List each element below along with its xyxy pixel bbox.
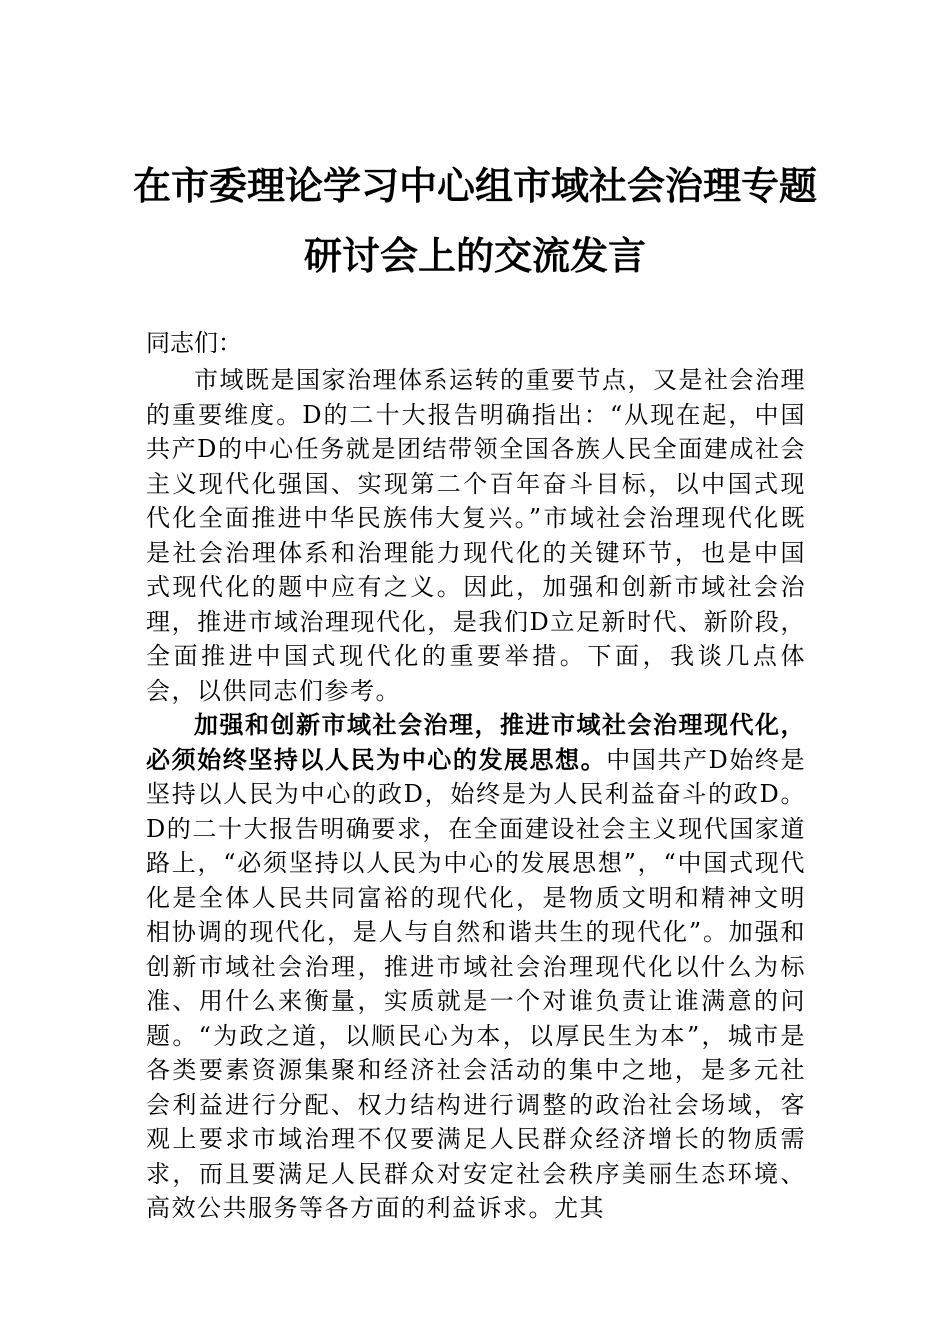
salutation: 同志们：	[146, 329, 242, 357]
paragraph-2-body: 中国共产D始终是坚持以人民为中心的政D，始终是为人民利益奋斗的政D。D的二十大报告明确要求，在全面建设社会主义现代国家道路上，“必须坚持以人民为中心的发展思想”，“中国式现代化是全体人民共同富裕的现代化，是物质文明和精神文明相协调的现代化，是人与自然和谐共生的现代化”。加强和创新市域社会治理，推进市域社会治理现代化以什么为标准、用什么来衡量，实质就是一个对谁负责让谁满意的问题。“为政之道，以顺民心为本，以厚民生为本”，城市是各类要素资源集聚和经济社会活动的集中之地，是多元社会利益进行分配、权力结构进行调整的政治社会场域，客观上要求市域治理不仅要满足人民群众经济增长的物质需求，而且要满足人民群众对安定社会秩序美丽生态环境、高效公共服务等各方面的利益诉求。尤其	[146, 745, 806, 1222]
document-title-line-2: 研讨会上的交流发言	[303, 233, 646, 278]
paragraph-1: 市域既是国家治理体系运转的重要节点，又是社会治理的重要维度。D的二十大报告明确指出：“从现在起，中国共产D的中心任务就是团结带领全国各族人民全面建成社会主义现代化强国、实现第二个百年奋斗目标，以中国式现代化全面推进中华民族伟大复兴。”市域社会治理现代化既是社会治理体系和治理能力现代化的关键环节，也是中国式现代化的题中应有之义。因此，加强和创新市域社会治理，推进市域治理现代化，是我们D立足新时代、新阶段，全面推进中国式现代化的重要举措。下面，我谈几点体会，以供同志们参考。	[146, 366, 806, 705]
document-title-line-1: 在市委理论学习中心组市域社会治理专题	[132, 163, 817, 208]
paragraph-2	[146, 708, 806, 1226]
paragraph-2-lead: 加强和创新市域社会治理，推进市域社会治理现代化，必须始终坚持以人民为中心的发展思想。	[146, 710, 806, 774]
